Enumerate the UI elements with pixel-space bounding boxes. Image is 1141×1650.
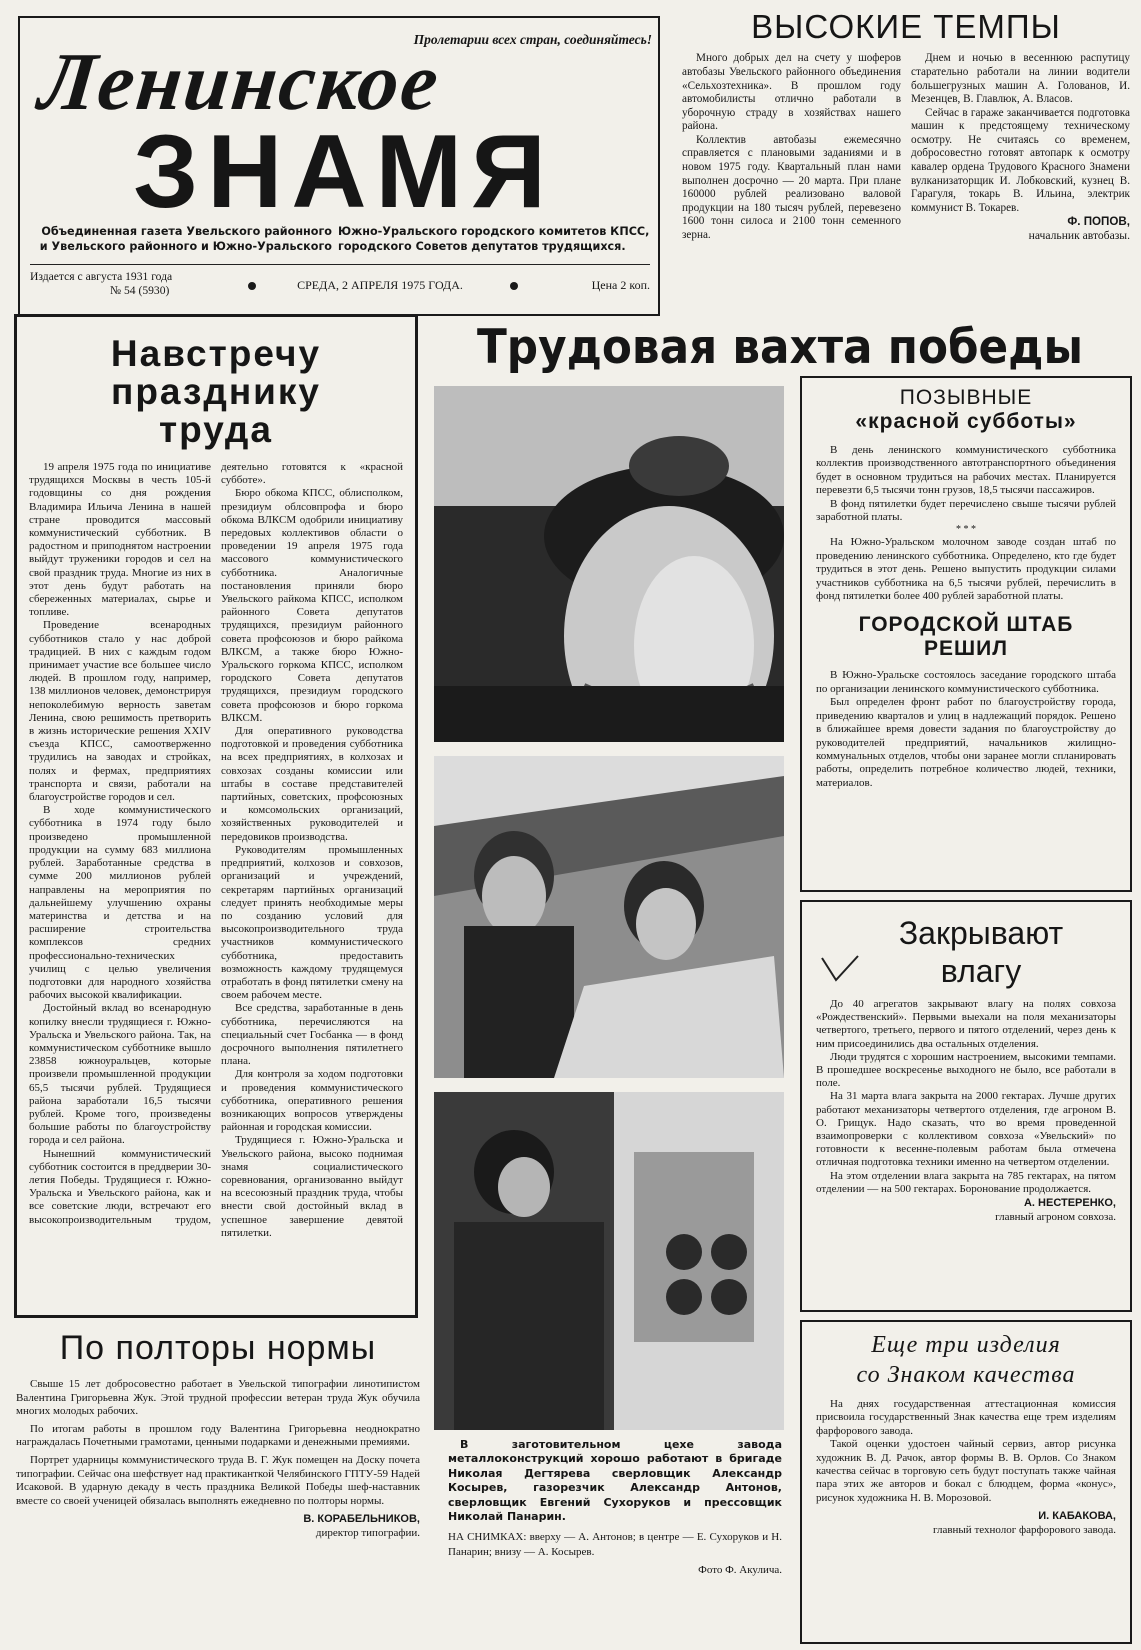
article-paragraph: Руководителям промышленных предприятий, колхозов и совхозов, организаций и учреждений, секретарям партийных организаций следует принять необходимые меры по созданию условий для высокопроизводительного труда участников коммунистического субботника, предоставить возможность каждому трудящемуся отработать в фонд пятилетки смену на своем рабочем месте.: [221, 843, 403, 1002]
author-name: А. НЕСТЕРЕНКО,: [1023, 1197, 1116, 1210]
photo-kosyrev: [434, 1092, 784, 1430]
photo-antonov: [434, 386, 784, 742]
article-paragraph: Был определен фронт работ по благоустройству города, приведению кварталов и улиц в надлежащий порядок. Решено в ближайшее время довести задания по благоустройству до руководителей предприятий, начальников жилищно-коммунальных отделов, чтобы они заранее могли спланировать работы, определить потребное количество людей, техники, материалов.: [816, 696, 1116, 789]
article-signature: [911, 215, 1130, 243]
photo-caption: [448, 1438, 782, 1577]
article-paragraph: По итогам работы в прошлом году Валентина Григорьевна неоднократно награждалась Почетными грамотами, ценными подарками и денежными премиями.: [16, 1422, 420, 1449]
article-paragraph: В день ленинского коммунистического субботника коллектив производственного автотранспортного объединения будет в основном трудиться на рабочих местах. Планируется перевезти 6,5 тысячи тонн грузов, 18,5 тысячи пассажиров.: [816, 444, 1116, 497]
article-paragraph: Днем и ночью в весеннюю распутицу старательно работали на линии водители большегрузных машин А. Голованов, И. Мезенцев, В. Главлюк, А. Власов.: [911, 52, 1130, 106]
article-title: ГОРОДСКОЙ ШТАБ РЕШИЛ: [858, 613, 1074, 661]
photo-credit: Фото Ф. Акулича.: [698, 1564, 782, 1577]
bullet-icon: [510, 282, 518, 290]
masthead-date: СРЕДА, 2 АПРЕЛЯ 1975 ГОДА.: [297, 278, 463, 292]
article-calls-hq: [800, 376, 1132, 892]
author-role: главный агроном совхоза.: [995, 1211, 1116, 1224]
article-paragraph: Все средства, заработанные в день субботника, перечисляются на специальный счет Госбанка — в фонд досрочного выполнения пятилетнего плана.: [221, 1002, 403, 1068]
article-paragraph: Много добрых дел на счету у шоферов автобазы Увельского районного объединения «Сельхозтехника». В прошлом году автомобилисты отлично работали в уборочную страду в хозяйствах нашего района.: [682, 52, 901, 133]
quality-title-line2: со Знаком качества: [856, 1362, 1076, 1388]
masthead-title-line2: ЗНАМЯ: [133, 114, 555, 230]
article-body: [29, 461, 403, 1240]
article-title: [816, 1330, 1116, 1390]
article-paragraph: Коллектив автобазы ежемесячно справляется с плановыми заданиями и в новом 1975 году. Квартальный план нами выполнен досрочно — 20 марта. При плане 160000 рублей реализовано валовой продукции на 180 тысяч рублей, перевезено 1600 тонн силоса и 2100 тонн семенного зерна.: [682, 133, 901, 242]
article-moisture: [800, 900, 1132, 1312]
masthead-issue: № 54 (5930): [110, 284, 170, 297]
author-name: Ф. ПОПОВ,: [1067, 215, 1130, 229]
article-body: [816, 998, 1116, 1196]
masthead-price: Цена 2 коп.: [591, 278, 650, 292]
article-paragraph: Свыше 15 лет добросовестно работает в Увельской типографии линотипистом Валентина Григорьевна Жук. Этой трудной профессии ветеран труда Жук обучила многих молодых рабочих.: [16, 1378, 420, 1418]
checkmark-icon: [820, 954, 860, 984]
article-paragraph: На 31 марта влага закрыта на 2000 гектарах. Лучше других работают механизаторы четвертого отделения, где агроном В. О. Грищук. Надо сказать, что во время проведенной взаимопроверки с коллективом совхоза «Увельский» по готовности к весенне-полевым работам была отмечена отличная подготовка техники именно на четвертом отделении.: [816, 1090, 1116, 1169]
calls-title-line2: «красной субботы»: [855, 410, 1077, 433]
masthead-title-line1: Ленинское: [35, 36, 445, 127]
author-role: главный технолог фарфорового завода.: [933, 1524, 1116, 1537]
article-body: [816, 1398, 1116, 1505]
article-paragraph: Трудящиеся г. Южно-Уральска и Увельского района, высоко поднимая знамя социалистического соревнования, организованно выйдут на всесоюзный праздник труда, чтобы внести свой достойный вклад в успешное завершение девятой пятилетки.: [221, 1134, 403, 1239]
article-title: По полторы нормы: [59, 1329, 377, 1367]
article-norms: [16, 1326, 420, 1644]
masthead-publisher-left: Объединенная газета Увельского районного и Увельского районного и Южно-Уральского: [39, 225, 332, 253]
article-paragraph: 19 апреля 1975 года по инициативе трудящихся Москвы в честь 105-й годовщины со дня рождения Владимира Ильича Ленина в нашей стране проводится массовый коммунистический субботник. В радостном и приподнятом настроении выйдут труженики городов и сел на свой праздник труда. Многие из них в этот день будут работать на сбереженных материалах, сырье и топливе.: [29, 461, 211, 619]
article-quality: [800, 1320, 1132, 1644]
article-paragraph: Такой оценки удостоен чайный сервиз, автор рисунка художник В. Д. Рачок, автор формы В. В. Орлов. Со Знаком качества сейчас в торговую сеть будут поступать также чайная пара этих же авторов и бокал с блюдцем, форма «конус», рисунок художника Н. В. Морозовой.: [816, 1438, 1116, 1504]
article-paragraph: Для контроля за ходом подготовки и проведения коммунистического субботника, оперативного решения возникающих вопросов утверждены районная и городская комиссии.: [221, 1068, 403, 1134]
separator-stars: * * *: [956, 524, 976, 536]
article-paragraph: Сейчас в гараже заканчивается подготовка машин к предстоящему техническому осмотру. Не считаясь со временем, добросовестно готовят автопарк к осмотру кавалер ордена Трудового Красного Знамени вулканизаторщик И. Лобковский, кузнец В. Гарагуля, токарь В. Ильина, электрик коммунист В. Токарев.: [911, 106, 1130, 214]
article-body: [682, 52, 1130, 243]
article-signature: [16, 1512, 420, 1540]
article-paragraph: Проведение всенародных субботников стало у нас доброй традицией. В них с каждым годом принимает участие все большее число людей. В прошлом году, например, 138 миллионов человек, демонстрируя непоколебимую верность заветам Ленина, свою решимость претворить в жизнь исторические решения XXIV съезда КПСС, самоотверженно трудились на заводах и стройках, полях и фермах, предприятиях транспорта и связи, работали на благоустройстве городов и сел.: [29, 619, 211, 804]
article-paragraph: В Южно-Уральске состоялось заседание городского штаба по организации ленинского коммунистического субботника.: [816, 669, 1116, 695]
article-paragraph: Бюро обкома КПСС, облисполком, президиум облсовпрофа и бюро обкома ВЛКСМ одобрили инициативу передовых коллективов области о проведении 19 апреля 1975 года массового коммунистического субботника. Аналогичные постановления приняли бюро Увельского райкома КПСС, исполком районного Совета депутатов трудящихся, президиум районного совета профсоюзов и бюро райкома ВЛКСМ, а также бюро Южно-Уральского горкома КПСС, исполком городского Совета депутатов трудящихся, президиум городского совета профсоюзов и бюро горкома ВЛКСМ.: [221, 487, 403, 724]
article-paragraph: Нынешний коммунистический субботник состоится в преддверии 30-летия Победы. Трудящиеся г. Южно-Уральска и Увельского района, как и все советские люди, встречают его высокопроизводительным трудом, деятельно готовятся к «красной субботе».: [29, 461, 403, 1226]
article-paragraph: Для оперативного руководства подготовкой и проведения субботника на всех предприятиях, в колхозах и совхозах созданы комиссии или штабы в составе представителей партийных, советских, профсоюзных и комсомольских организаций, хозяйственных руководителей и передовиков производства.: [221, 725, 403, 843]
bullet-icon: [248, 282, 256, 290]
article-title: Закрывают влагу: [898, 915, 1064, 989]
masthead-publisher-right: Южно-Уральского городского комитетов КПСС, городского Советов депутатов трудящихся.: [338, 225, 650, 253]
masthead-motto: Пролетарии всех стран, соединяйтесь!: [413, 32, 652, 47]
article-paragraph: На днях государственная аттестационная комиссия присвоила государственный Знак качества еще трем изделиям фарфорового завода.: [816, 1398, 1116, 1437]
caption-text: В заготовительном цехе завода металлоконструкций хорошо работают в бригаде Николая Дегтярева сверловщик Александр Косырев, газорезчик Александр Антонов, сверловщик Евгений Сухоруков и прессовщик Николай Панарин.: [448, 1438, 782, 1524]
article-body: [816, 669, 1116, 790]
masthead-founded: Издается с августа 1931 года: [30, 270, 173, 283]
masthead-divider: [30, 264, 650, 265]
caption-pictures: НА СНИМКАХ: вверху — А. Антонов; в центре — Е. Сухоруков и Н. Панарин; внизу — А. Косырев.: [448, 1531, 782, 1558]
author-name: В. КОРАБЕЛЬНИКОВ,: [303, 1513, 420, 1526]
article-paragraph: Портрет ударницы коммунистического труда В. Г. Жук помещен на Доску почета типографии. Сейчас она шефствует над практиканткой Челябинского ГПТУ-59 Надей Исаковой. В ударную декаду в честь праздника Великой Победы шеф-наставник вместе со своей ученицей обязалась выполнять ежедневно по полторы нормы.: [16, 1453, 420, 1507]
main-headline: Трудовая вахта победы: [476, 320, 1083, 375]
article-paragraph: Люди трудятся с хорошим настроением, высокими темпами. В прошедшее воскресенье выходного не было, все работали в поле.: [816, 1050, 1116, 1090]
author-role: директор типографии.: [315, 1527, 420, 1540]
article-title: ВЫСОКИЕ ТЕМПЫ: [751, 8, 1061, 45]
author-name: И. КАБАКОВА,: [1038, 1510, 1116, 1523]
article-title: [816, 386, 1116, 434]
author-role: начальник автобазы.: [1028, 229, 1130, 243]
article-holiday: [14, 314, 418, 1318]
quality-title-line1: Еще три изделия: [871, 1332, 1061, 1358]
calls-title-line1: ПОЗЫВНЫЕ: [899, 386, 1033, 409]
article-body: [16, 1378, 420, 1508]
article-paragraph: До 40 агрегатов закрывают влагу на полях совхоза «Рождественский». Первыми выехали на поля механизаторы четвертого, третьего, первого и пятого отделений, через день к ним присоединились два остальных отделения.: [816, 998, 1116, 1050]
article-body: [816, 444, 1116, 603]
article-paragraph: На этом отделении влага закрыта на 785 гектарах, на пятом отделении — на 500 гектарах. Боронование продолжается.: [816, 1169, 1116, 1195]
photo-sukhorukov-panarin: [434, 756, 784, 1078]
article-signature: [816, 1509, 1116, 1537]
article-title: Навстречу празднику труда: [110, 333, 322, 450]
article-paragraph: В фонд пятилетки будет перечислено свыше тысячи рублей заработной платы.: [816, 497, 1116, 524]
article-paragraph: На Южно-Уральском молочном заводе создан штаб по проведению ленинского субботника. Определено, кто где будет трудиться в этот день. Решено выпустить продукции силами участников субботника на 6,5 тысячи рублей, перечислить в фонд пятилетки более 400 рублей заработной платы.: [816, 536, 1116, 603]
article-paragraph: Достойный вклад во всенародную копилку внесли трудящиеся г. Южно-Уральска и Увельского района. Так, на коммунистическом субботнике вышло 23858 южноуральцев, которые произвели промышленной продукции 65,5 тысячи рублей. Трудящиеся района заработали 16,5 тысячи рублей. Кроме того, произведены большие работы по благоустройству города и сел района.: [29, 1002, 211, 1147]
article-high-pace: [682, 10, 1130, 310]
article-paragraph: В ходе коммунистического субботника в 1974 году было произведено промышленной продукции на сумму 683 миллиона рублей. Заработанные средства в сумме 200 миллионов рублей направлены на мероприятия по дальнейшему улучшению охраны материнства и детства и на расширение строительства комплексов средних профессионально-технических училищ с целью увеличения подготовки для народного хозяйства рабочих высокой квалификации.: [29, 804, 211, 1002]
masthead: [18, 16, 660, 316]
article-signature: [816, 1196, 1116, 1224]
